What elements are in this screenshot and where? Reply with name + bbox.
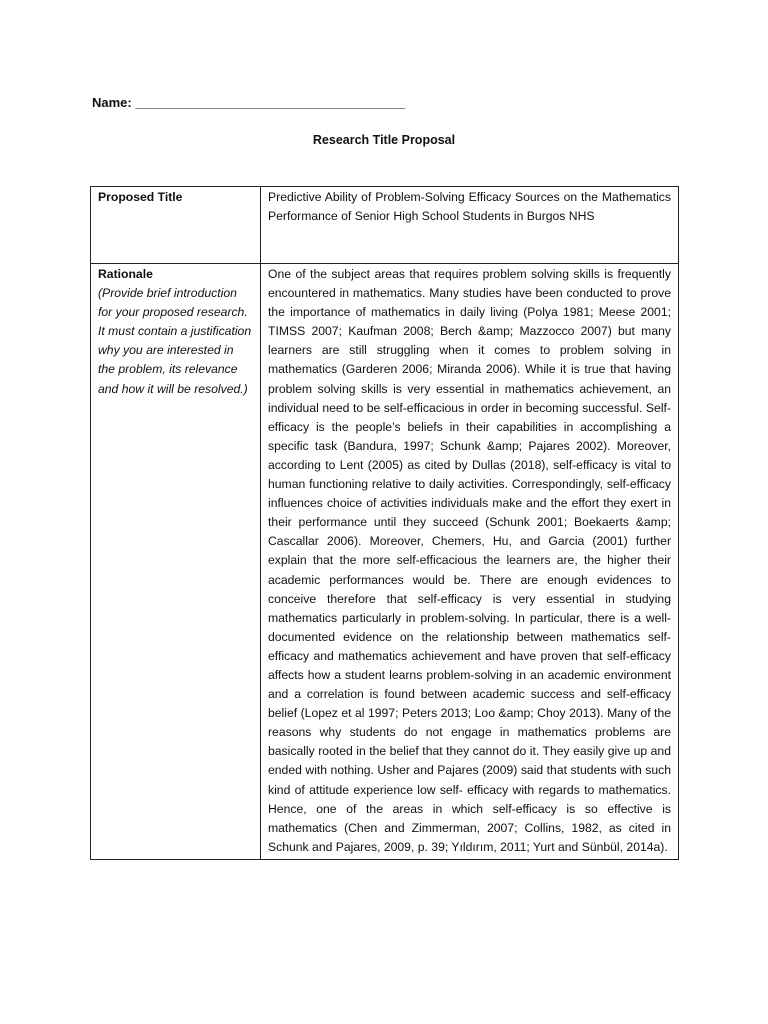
table-row-proposed-title <box>91 187 679 264</box>
rationale-label-cell <box>91 264 261 860</box>
proposal-table <box>90 186 679 860</box>
document-title: Research Title Proposal <box>312 133 456 147</box>
proposed-title-label-cell <box>91 187 261 264</box>
rationale-label: Rationale <box>98 267 153 281</box>
proposed-title-content: Predictive Ability of Problem-Solving Efficacy Sources on the Mathematics Performance of Senior High School Students in Burgos NHS <box>261 187 679 264</box>
name-field <box>92 95 405 110</box>
name-label: Name: <box>92 95 132 110</box>
name-blank-line: ________________________________________ <box>135 95 405 110</box>
proposed-title-label: Proposed Title <box>98 190 183 204</box>
rationale-content: One of the subject areas that requires problem solving skills is frequently encountered in mathematics. Many studies have been conducted to prove the importance of mathematics in daily living (Polya 1981; Meese 2001; TIMSS 2007; Kaufman 2008; Berch &amp; Mazzocco 2007) but many learners are still struggling when it comes to problem solving in mathematics (Garderen 2006; Miranda 2006). While it is true that having problem solving skills is very essential in mathematics achievement, an individual need to be self-efficacious in order in becoming successful. Self-efficacy is the people’s beliefs in their capabilities in accomplishing a specific task (Bandura, 1997; Schunk &amp; Pajares 2002). Moreover, according to Lent (2005) as cited by Dullas (2018), self-efficacy is vital to human functioning relative to daily activities. Correspondingly, self-efficacy influences choice of activities individuals make and the effort they exert in their performance until they succeed (Schunk 2001; Boekaerts &amp; Cascallar 2006). Moreover, Chemers, Hu, and Garcia (2001) further explain that the more self-efficacious the learners are, the higher their academic performances would be. There are enough evidences to conceive therefore that self-efficacy is very essential in studying mathematics particularly in problem-solving. In particular, there is a well-documented evidence on the relationship between mathematics self-efficacy and mathematics achievement and have proven that self-efficacy affects how a student learns problem-solving in an academic environment and a correlation is found between academic success and self-efficacy belief (Lopez et al 1997; Peters 2013; Loo &amp; Choy 2013). Many of the reasons why students do not engage in mathematics problems are basically rooted in the belief that they cannot do it. They easily give up and ended with nothing. Usher and Pajares (2009) said that students with such kind of attitude experience low self- efficacy with regards to mathematics. Hence, one of the areas in which self-efficacy is so effective is mathematics (Chen and Zimmerman, 2007; Collins, 1982, as cited in Schunk and Pajares, 2009, p. 39; Yıldırım, 2011; Yurt and Sünbül, 2014a). <box>261 264 679 860</box>
table-row-rationale <box>91 264 679 860</box>
rationale-instructions: (Provide brief introduction for your proposed research. It must contain a justification why you are interested in the problem, its relevance and how it will be resolved.) <box>98 286 252 396</box>
